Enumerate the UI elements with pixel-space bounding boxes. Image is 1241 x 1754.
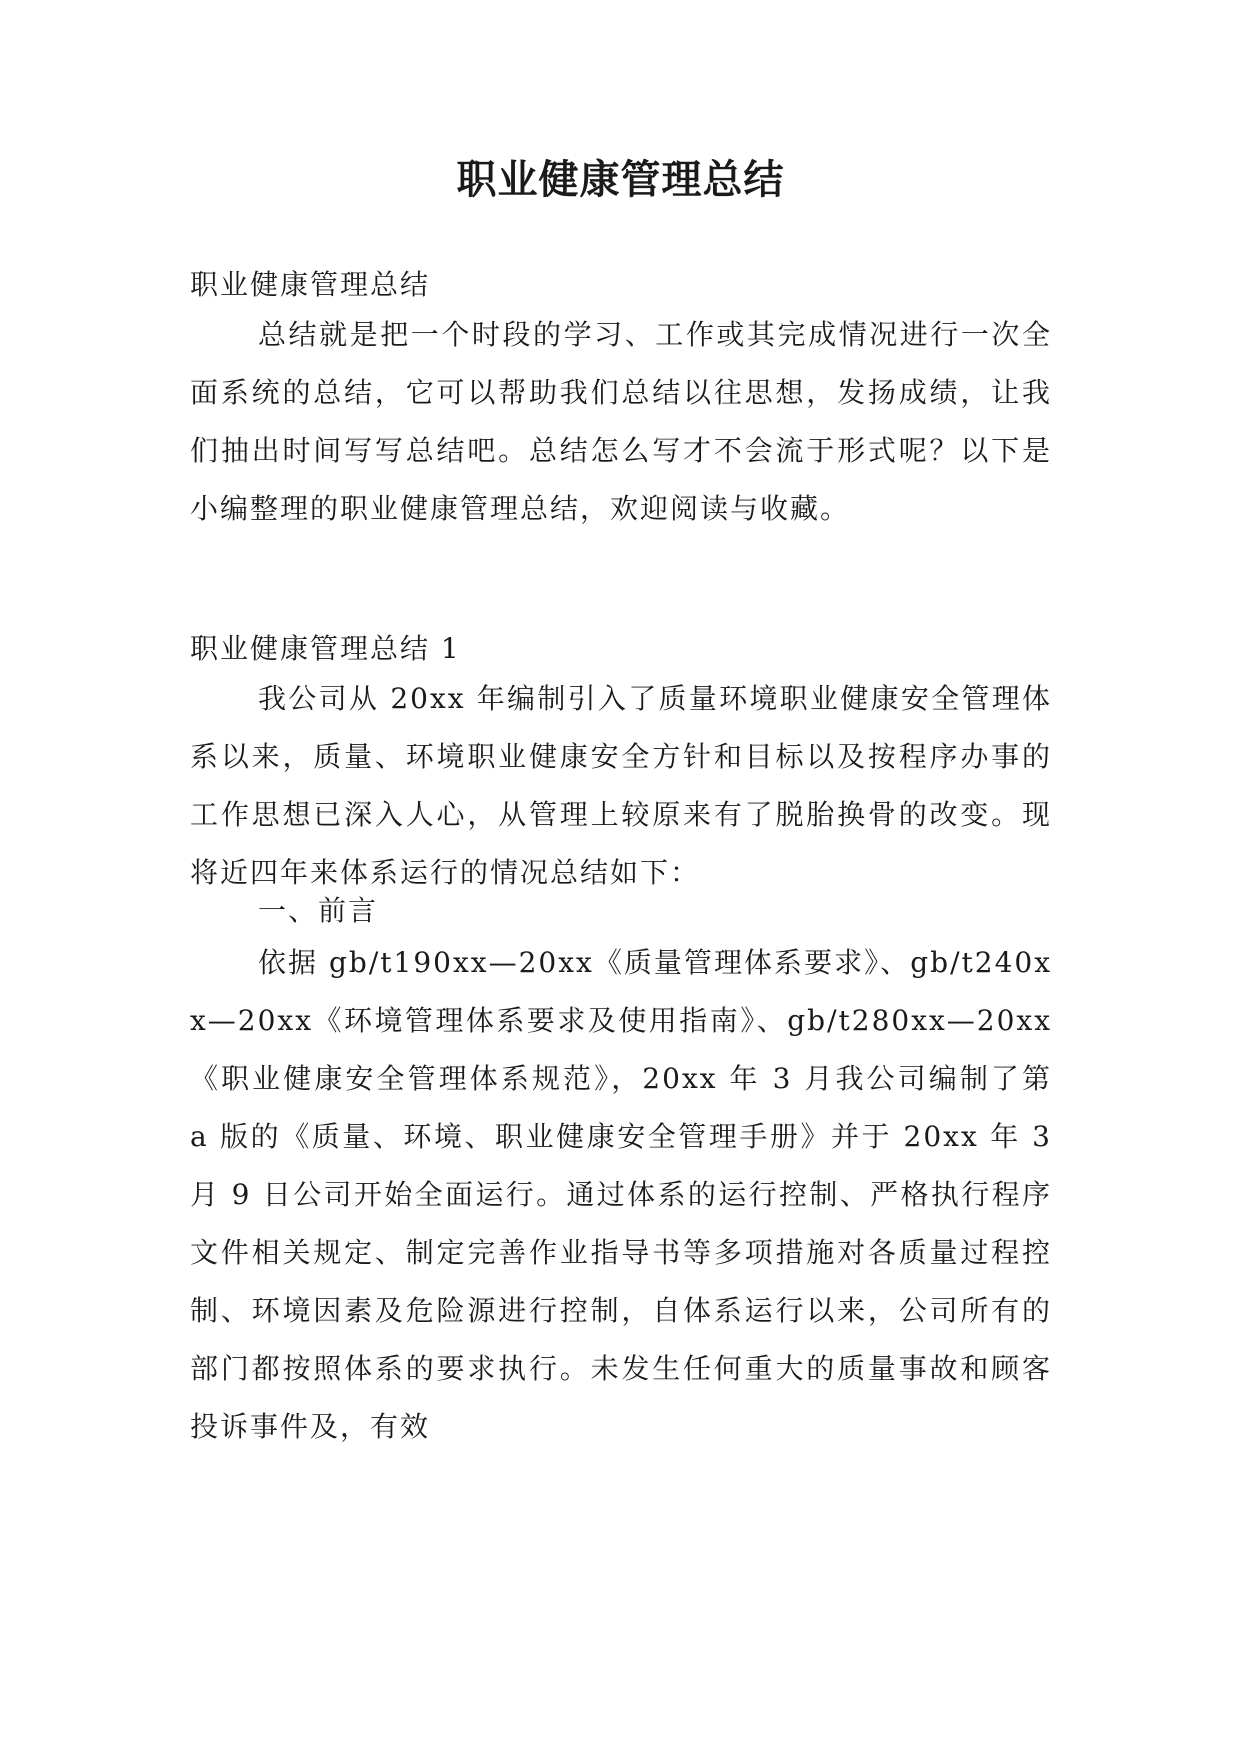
section-paragraph-2: 依据 gb/t190xx—20xx《质量管理体系要求》、gb/t240xx—20xx《环境管理体系要求及使用指南》、gb/t280xx—20xx《职业健康安全管理体系规范》，20xx 年 3 月我公司编制了第 a 版的《质量、环境、职业健康安全管理手册》并于 20xx 年 3 月 9 日公司开始全面运行。通过体系的运行控制、严格执行程序文件相关规定、制定完善作业指导书等多项措施对各质量过程控制、环境因素及危险源进行控制，自体系运行以来，公司所有的部门都按照体系的要求执行。未发生任何重大的质量事故和顾客投诉事件及，有效 <box>190 946 1052 1443</box>
document-subtitle: 职业健康管理总结 <box>190 268 431 301</box>
page-title: 职业健康管理总结 <box>456 156 785 203</box>
subsection-heading: 一、前言 <box>258 894 379 927</box>
section-heading: 职业健康管理总结 1 <box>190 632 461 665</box>
intro-paragraph: 总结就是把一个时段的学习、工作或其完成情况进行一次全面系统的总结，它可以帮助我们总结以往思想，发扬成绩，让我们抽出时间写写总结吧。总结怎么写才不会流于形式呢？以下是小编整理的职业健康管理总结，欢迎阅读与收藏。 <box>190 318 1052 525</box>
section-paragraph-1: 我公司从 20xx 年编制引入了质量环境职业健康安全管理体系以来，质量、环境职业健康安全方针和目标以及按程序办事的工作思想已深入人心，从管理上较原来有了脱胎换骨的改变。现将近四年来体系运行的情况总结如下： <box>190 682 1052 889</box>
